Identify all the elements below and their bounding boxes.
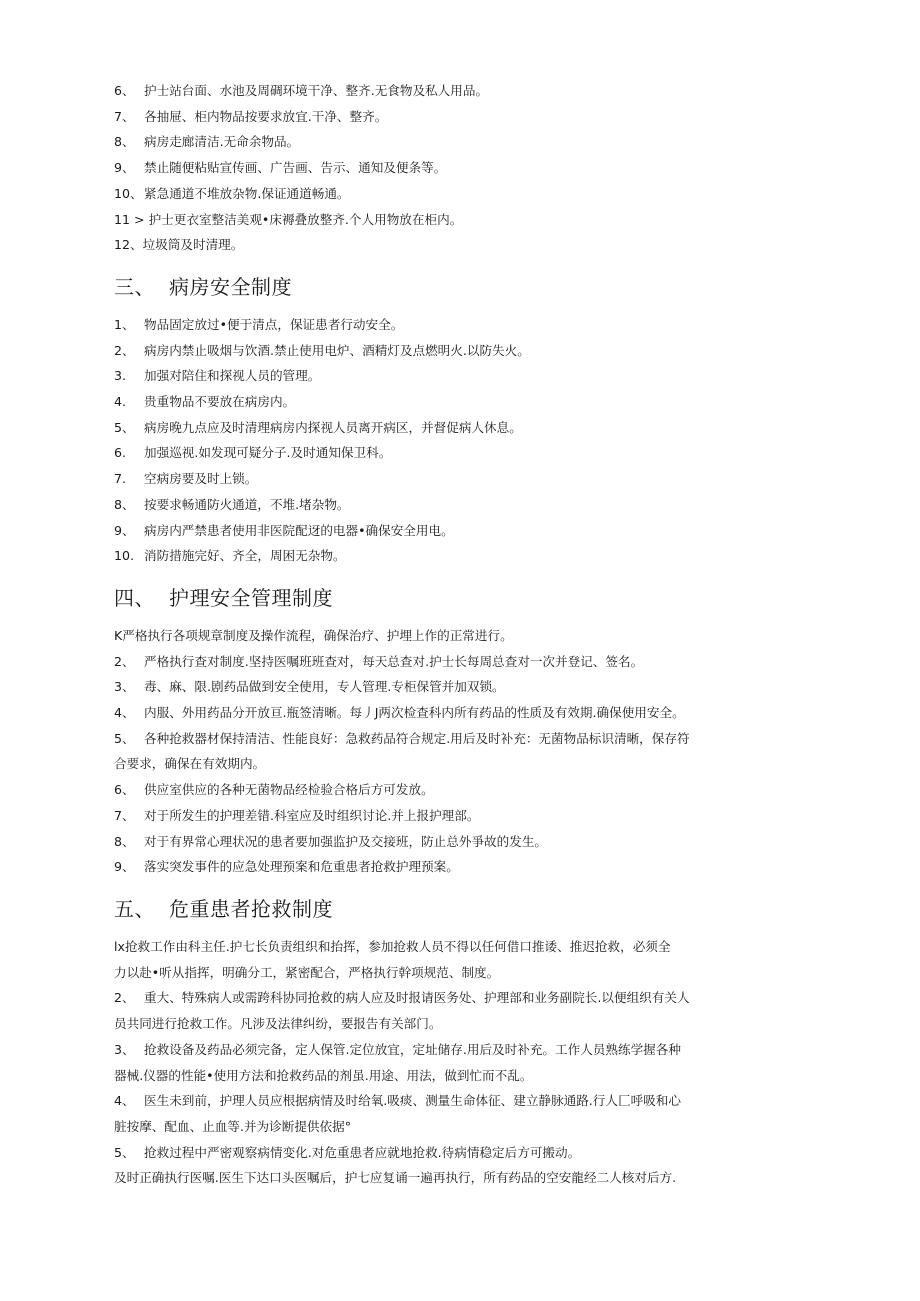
list-item: 4、 医生未到前，护理人员应根据病情及时给氧.吸痰、测量生命体征、建立静脉通路.行人匚呼吸和心 [114, 1093, 681, 1109]
list-item: 10. 消防措施完好、齐全，周困无杂物。 [114, 548, 346, 564]
list-item-continuation: 器械.仪器的性能•使用方法和抢救药品的剂虽.用途、用法，做到忙而不乱。 [114, 1067, 533, 1083]
list-item: 及时正确执行医嘱.医生下达口头医嘱后，护七应复诵一遍再执行，所有药品的空安龍经二人核对后方. [114, 1170, 677, 1186]
list-item: 2、 严格执行查对制度.坚持医嘱班班查对，每天总查对.护士长每周总查对一次并登记、签名。 [114, 653, 644, 669]
section-5-list [114, 934, 734, 1191]
list-item: 11 > 护士更衣室整洁美观•床褥叠放整齐.个人用物放在柜内。 [114, 211, 463, 227]
section-4-list [114, 623, 734, 880]
list-item: 10、 紧急通道不堆放杂物.保证通道畅通。 [114, 185, 350, 201]
list-item: 5、 病房晚九点应及时清理病房内探视人员离开病区，并督促病人休息。 [114, 419, 522, 435]
list-item: 7. 空病房要及时上锁。 [114, 471, 258, 487]
list-item: 8、 病房走廊清洁.无命余物品。 [114, 134, 300, 150]
list-item: 2、 重大、特殊病人或需跨科协同抢救的病人应及时报请医务处、护理部和业务副院长.以便组织有关人 [114, 990, 690, 1006]
list-item: 5、 抢救过程中严密观察病情变化.对危重患者应就地抢救.待病情稳定后方可搬动。 [114, 1144, 581, 1160]
list-item: 9、 禁止随便粘贴宣传画、广告画、告示、通知及便条等。 [114, 160, 447, 176]
list-item: 4. 贵重物品不要放在病房内。 [114, 394, 296, 410]
list-item: 6、 供应室供应的各种无菌物品经检验合格后方可发放。 [114, 782, 434, 798]
list-item-continuation: 脏按摩、配血、止血等.并为诊断提供依据° [114, 1118, 351, 1134]
list-item: 9、 病房内严禁患者使用非医院配迓的电器•确保安全用电。 [114, 522, 454, 538]
list-item: 3、 抢救设备及药品必须完备，定人保管.定位放宜，定址储存.用后及时补充。工作人员熟练学握各种 [114, 1041, 681, 1057]
list-item: lx抢救工作由科主任.护七长负责组织和抬挥，参加抢救人员不得以任何借口推诿、推迟抢救，必须全 [114, 938, 671, 954]
list-item: 4、 内服、外用药品分开放亘.瓶签清晰。每丿J两次检查科内所有药品的性质及有效期.确保使用安全。 [114, 705, 685, 721]
list-item: 7、 对于所发生的护理差错.科室应及时组织讨论.并上报护理部。 [114, 807, 480, 823]
list-item: 3. 加强对陪住和探视人员的管理。 [114, 368, 321, 384]
list-item: 6、 护士站台面、水池及周碉环境干净、整齐.无食物及私人用品。 [114, 83, 489, 98]
section-3-list [114, 312, 734, 569]
list-item-continuation: 合要求，确保在有效期内。 [114, 756, 266, 772]
list-item: 8、 按要求畅通防火通道，不堆.堵杂物。 [114, 496, 350, 512]
list-item: 5、 各种抢救器材保持清洁、性能良好：急救药品符合规定.用后及时补充：无菌物品标识清晰，保存符 [114, 730, 690, 746]
section-heading: 三、 病房安全制度 [114, 274, 292, 299]
section-heading: 五、 危重患者抢救制度 [114, 896, 333, 921]
list-item: 1、 物品固定放过•便于清点，保证患者行动安全。 [114, 316, 404, 332]
list-item: 8、 对于有界常心理状况的患者要加强监护及交接班，防止总外爭故的发生。 [114, 833, 547, 849]
list-item: 6. 加强巡视.如发现可疑分子.及时通知保卫科。 [114, 445, 392, 461]
document-page [114, 78, 734, 1191]
list-item: 2、 病房内禁止吸烟与饮酒.禁止使用电炉、酒精灯及点燃明火.以防失火。 [114, 342, 530, 358]
list-item: K严格执行各项规章制度及操作流程，确保治疗、护埋上作的正常进行。 [114, 627, 513, 643]
list-item: 12、垃圾筒及时清理。 [114, 237, 244, 253]
list-item-continuation: 力以赴•听从指挥，明确分工，紧密配合，严格执行幹项规范、制度。 [114, 964, 500, 980]
list-item: 7、 各抽屉、柜内物品按要求放宜.干净、整齐。 [114, 108, 388, 124]
list-item: 9、 落实突发事件的应急处理预案和危重患者抢救护理预案。 [114, 859, 459, 875]
list-item: 3、 毒、麻、限.剧药品做到安全使用，专人管理.专柜保管并加双锁。 [114, 679, 505, 695]
section-2-list [114, 78, 734, 258]
section-heading: 四、 护理安全管理制度 [114, 585, 333, 610]
list-item-continuation: 员共同进行抢救工作。凡涉及法律纠纷，要报告有关部门。 [114, 1016, 442, 1032]
